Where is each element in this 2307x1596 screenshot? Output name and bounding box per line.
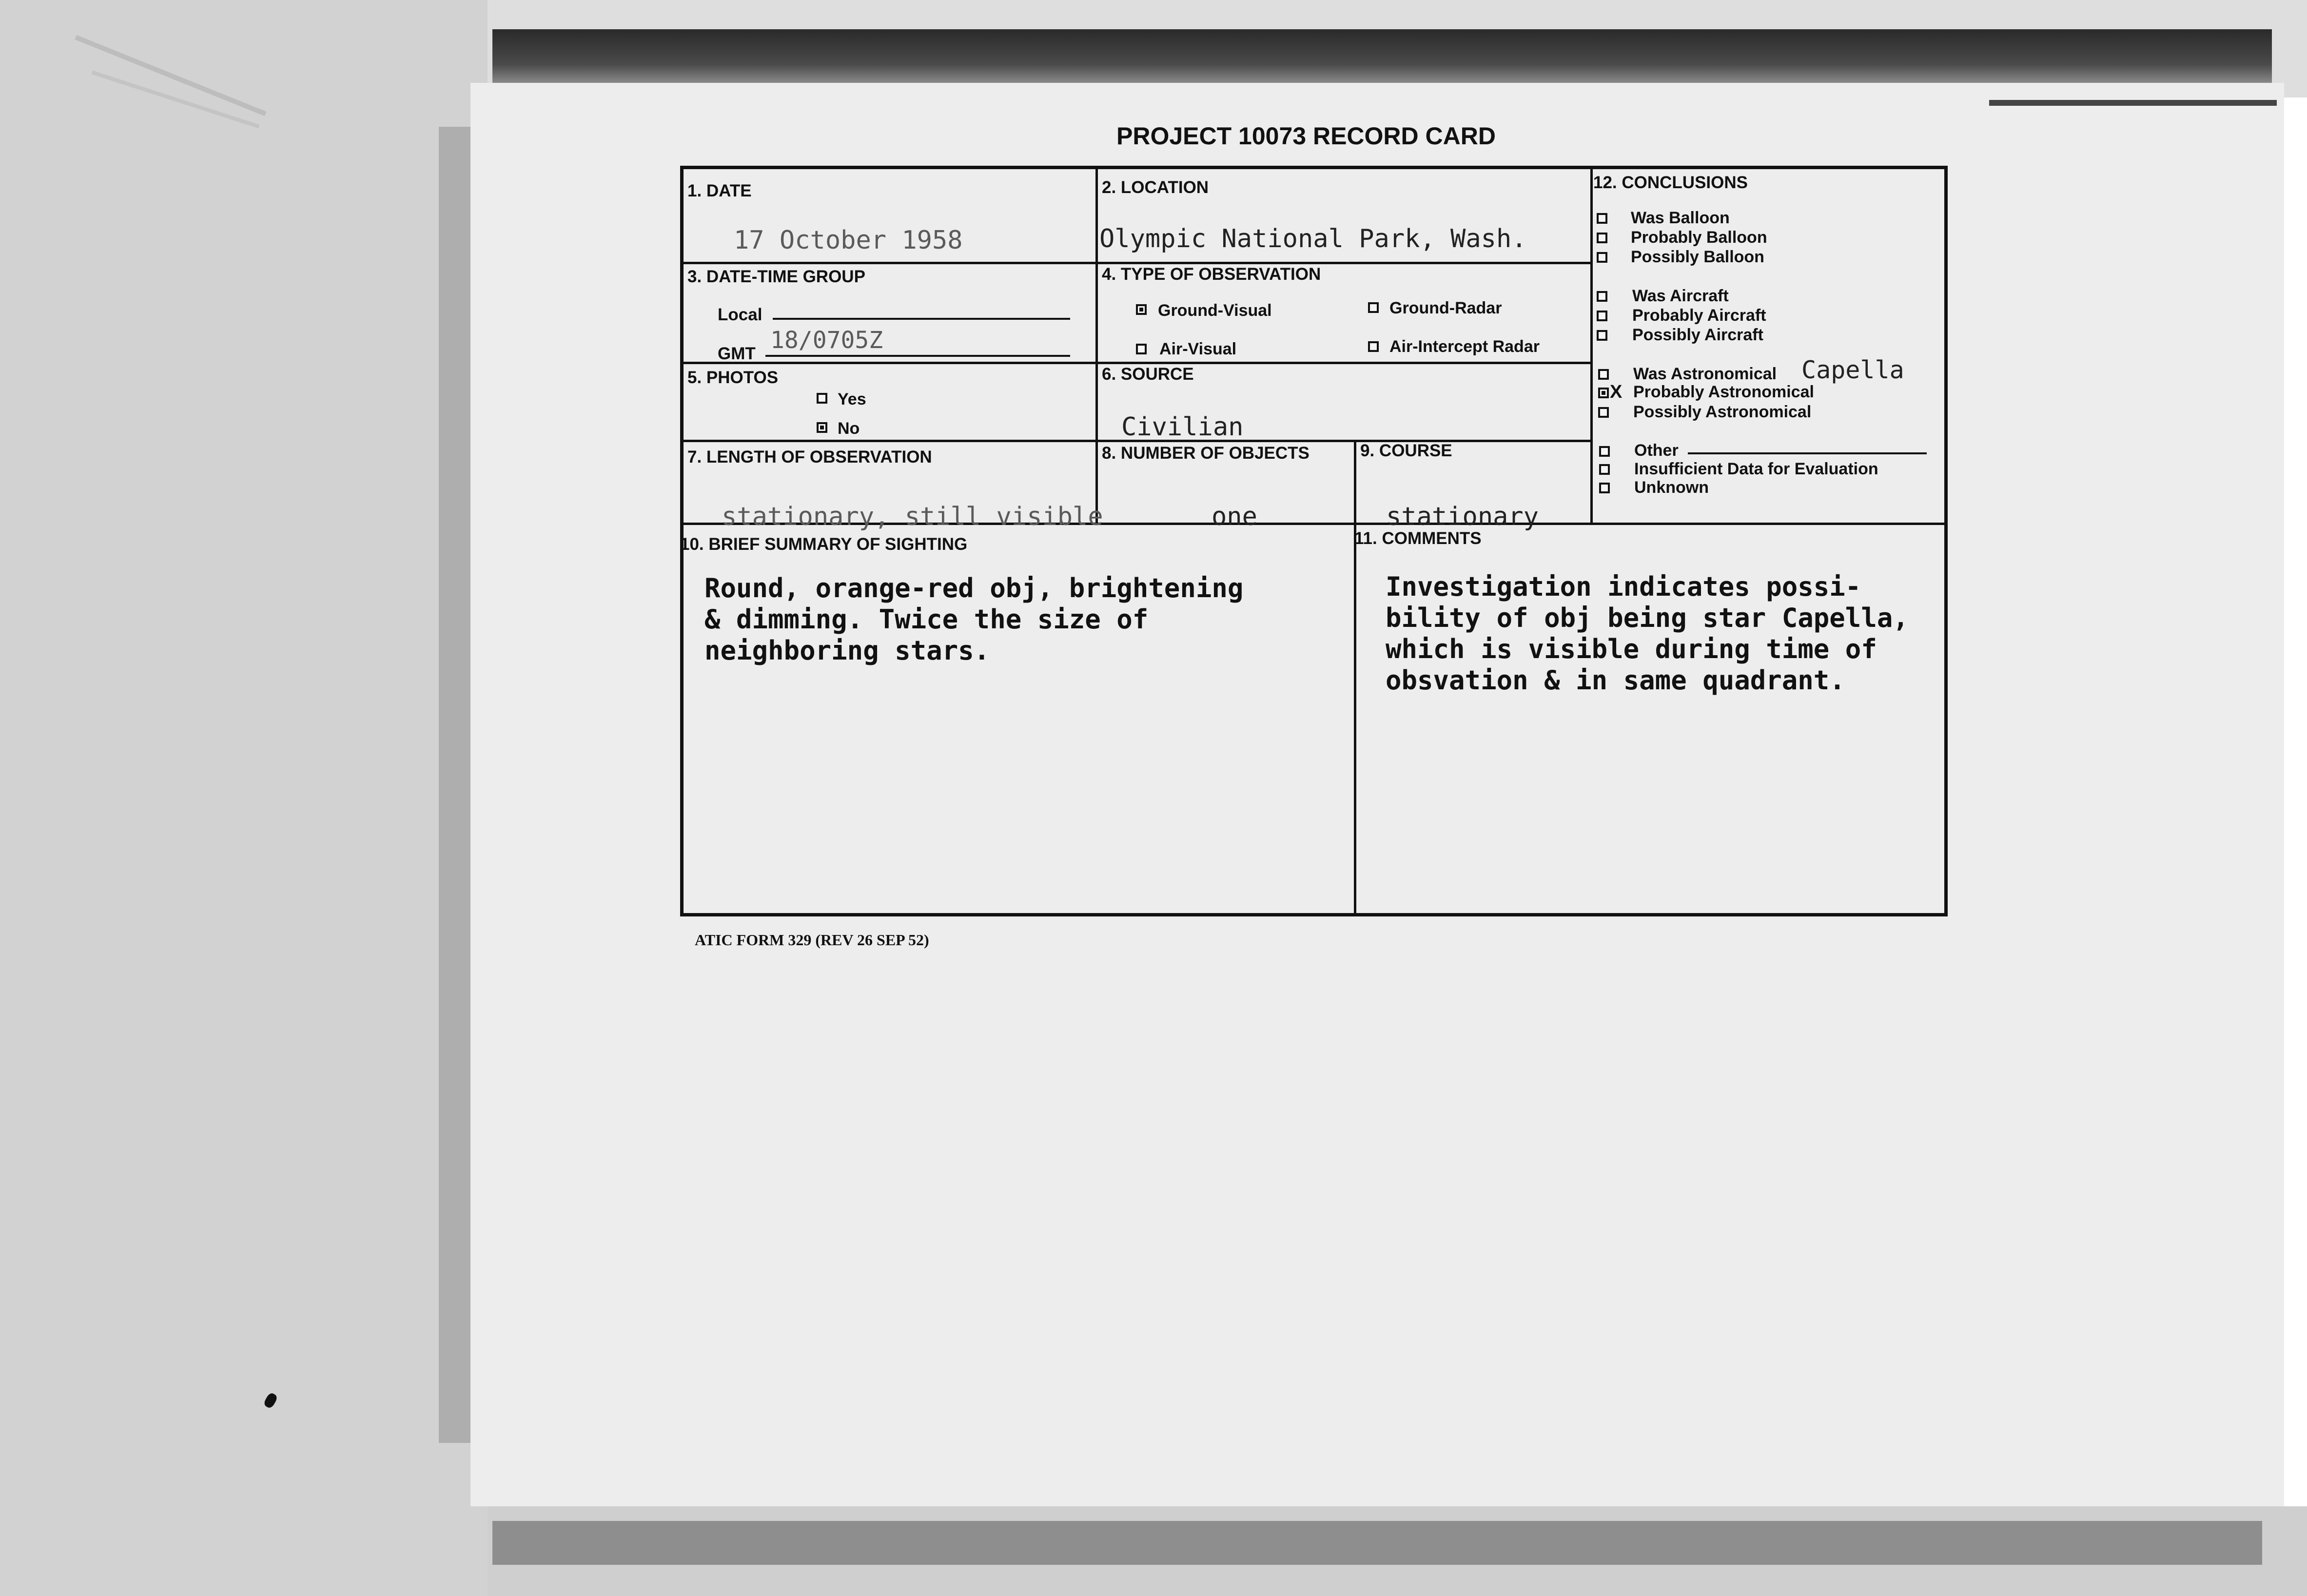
form-number: ATIC FORM 329 (REV 26 SEP 52) <box>695 931 929 949</box>
objects-value: one <box>1212 502 1257 531</box>
option-ground-visual: Ground-Visual <box>1158 301 1272 320</box>
row-divider <box>684 362 1590 364</box>
conclusion-insufficient-data: Insufficient Data for Evaluation <box>1634 460 1878 478</box>
conclusion-was-astronomical: Was Astronomical <box>1633 365 1777 383</box>
conclusion-was-balloon: Was Balloon <box>1631 209 1730 227</box>
checkbox-was-astronomical <box>1598 369 1609 380</box>
column-divider <box>1354 440 1356 915</box>
option-air-visual: Air-Visual <box>1159 340 1237 358</box>
option-air-intercept-radar: Air-Intercept Radar <box>1389 337 1540 356</box>
comments-label: 11. COMMENTS <box>1354 529 1482 548</box>
conclusion-possibly-astronomical: Possibly Astronomical <box>1633 403 1812 421</box>
checkbox-was-balloon <box>1597 213 1607 224</box>
conclusion-probably-astronomical: Probably Astronomical <box>1633 383 1814 401</box>
gmt-underline <box>765 355 1070 357</box>
course-label: 9. COURSE <box>1360 441 1452 460</box>
background-left <box>0 0 488 1596</box>
conclusion-other: Other <box>1634 441 1679 460</box>
checkbox-photos-yes <box>817 393 827 404</box>
date-value: 17 October 1958 <box>734 226 963 255</box>
checkbox-insufficient-data <box>1599 464 1610 475</box>
conclusion-probably-aircraft: Probably Aircraft <box>1632 306 1766 325</box>
gmt-value: 18/0705Z <box>770 327 883 354</box>
checkbox-air-intercept-radar <box>1368 341 1379 352</box>
location-value: Olympic National Park, Wash. <box>1099 224 1527 253</box>
checkbox-probably-aircraft <box>1597 311 1607 321</box>
observation-type-label: 4. TYPE OF OBSERVATION <box>1102 265 1321 284</box>
row-divider <box>684 262 1590 264</box>
option-photos-no: No <box>838 419 860 438</box>
checkbox-ground-visual <box>1136 304 1147 315</box>
paper-shadow-left <box>439 127 473 1443</box>
column-divider <box>1095 169 1098 525</box>
film-edge-shadow <box>492 29 2272 88</box>
conclusion-possibly-balloon: Possibly Balloon <box>1631 248 1764 266</box>
conclusion-was-aircraft: Was Aircraft <box>1632 287 1729 305</box>
option-ground-radar: Ground-Radar <box>1389 299 1502 317</box>
gmt-label: GMT <box>718 344 756 363</box>
location-label: 2. LOCATION <box>1102 178 1209 197</box>
date-label: 1. DATE <box>687 181 752 200</box>
datetime-label: 3. DATE-TIME GROUP <box>687 267 865 286</box>
length-value: stationary, still visible <box>722 502 1103 531</box>
checkbox-air-visual <box>1136 344 1147 354</box>
checkbox-ground-radar <box>1368 302 1379 313</box>
astronomical-note: Capella <box>1801 356 1904 384</box>
card-title: PROJECT 10073 RECORD CARD <box>1116 122 1496 150</box>
objects-label: 8. NUMBER OF OBJECTS <box>1102 444 1310 463</box>
photos-label: 5. PHOTOS <box>687 368 779 387</box>
option-photos-yes: Yes <box>838 390 866 409</box>
conclusion-possibly-aircraft: Possibly Aircraft <box>1632 326 1763 344</box>
local-underline <box>773 318 1070 320</box>
paper-shadow-bottom <box>492 1521 2262 1565</box>
local-label: Local <box>718 305 762 324</box>
length-label: 7. LENGTH OF OBSERVATION <box>687 448 932 467</box>
checkbox-unknown <box>1599 483 1610 493</box>
checkbox-probably-balloon <box>1597 233 1607 243</box>
course-value: stationary <box>1386 502 1539 531</box>
source-label: 6. SOURCE <box>1102 365 1194 384</box>
column-divider <box>1590 169 1593 525</box>
summary-text: Round, orange-red obj, brightening & dimming. Twice the size of neighboring stars. <box>704 573 1244 666</box>
checkbox-possibly-aircraft <box>1597 330 1607 341</box>
other-underline <box>1688 452 1927 454</box>
source-value: Civilian <box>1121 412 1244 442</box>
checkbox-possibly-balloon <box>1597 252 1607 263</box>
checkbox-possibly-astronomical <box>1598 407 1609 418</box>
summary-label: 10. BRIEF SUMMARY OF SIGHTING <box>680 535 968 554</box>
checkbox-probably-astronomical <box>1598 388 1609 398</box>
checkbox-photos-no <box>817 422 827 433</box>
conclusion-unknown: Unknown <box>1634 478 1709 497</box>
conclusion-probably-balloon: Probably Balloon <box>1631 228 1767 247</box>
check-mark-x: X <box>1610 382 1623 402</box>
checkbox-was-aircraft <box>1597 291 1607 302</box>
checkbox-other <box>1599 446 1610 457</box>
conclusions-label: 12. CONCLUSIONS <box>1593 173 1748 192</box>
paper-edge-line <box>1989 100 2277 106</box>
comments-text: Investigation indicates possi- bility of obj being star Capella, which is visible during time of obsvation & in same quadrant. <box>1386 571 1909 696</box>
